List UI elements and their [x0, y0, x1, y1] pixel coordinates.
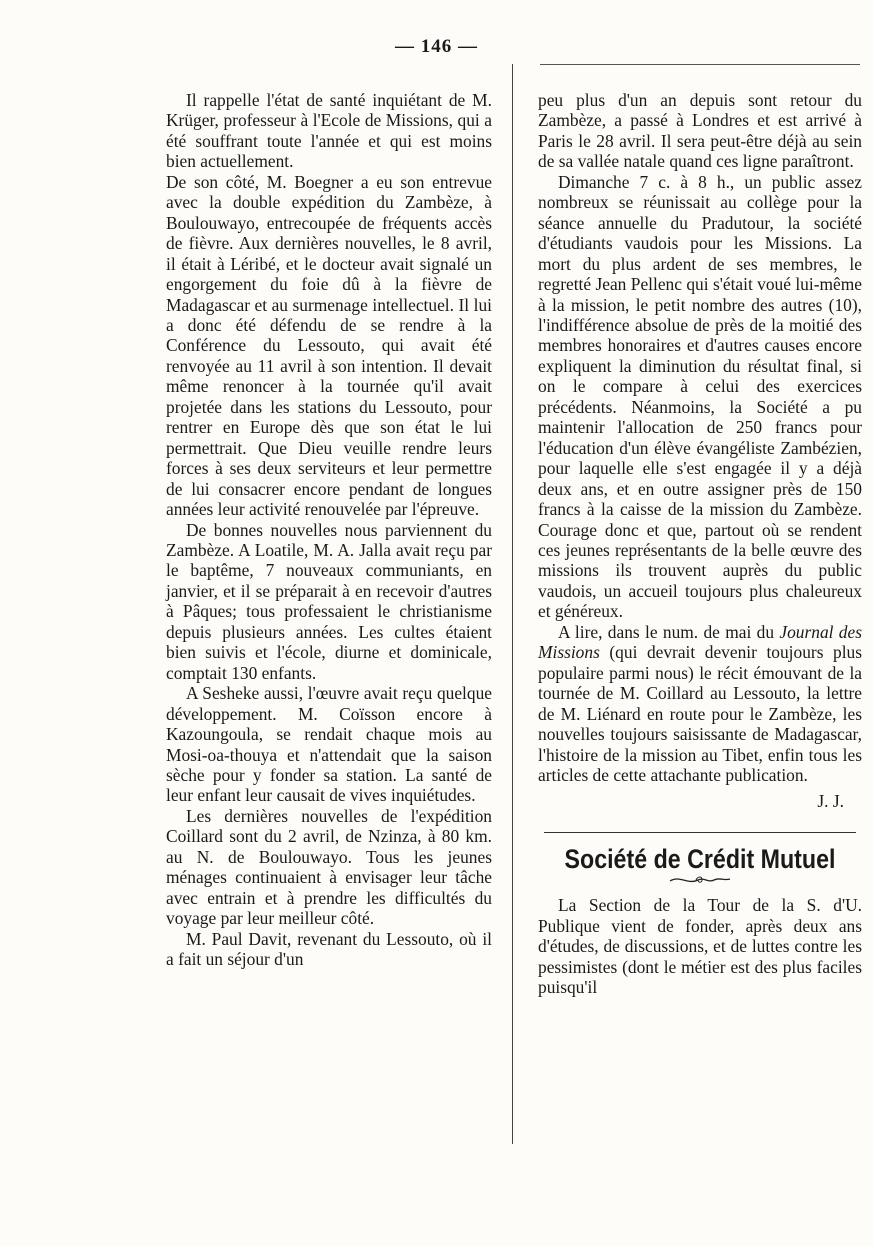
journal-title: Journal des Missions: [538, 621, 862, 663]
paragraph: peu plus d'un an depuis sont retour du Zambèze, a passé à Londres et est arrivé à Paris le 28 avril. Il sera peut-être déjà au sein de sa vallée natale quand ces ligne paraîtront.: [538, 90, 862, 172]
journal-text-after: (qui devrait devenir toujours plus populaire parmi nous) le récit émouvant de la tournée de M. Coillard au Lessouto, la lettre de M. Liénard en route pour le Zambèze, les nouvelles toujours saisissante de Madagascar, l'histoire de la mission au Tibet, enfin tous les articles de cette attachante publication.: [538, 642, 862, 785]
section-title: Société de Crédit Mutuel: [564, 843, 836, 874]
ornament-flourish-icon: [668, 873, 732, 887]
paragraph: De bonnes nouvelles nous parviennent du Zambèze. A Loatile, M. A. Jalla avait reçu par le baptême, 7 nouveaux communiants, en janvier, et il se préparait à en recevoir d'autres à Pâques; tous professaient le christianisme depuis plusieurs années. Les cultes étaient bien suivis et l'école, diurne et dominicale, comptait 130 enfants.: [166, 519, 492, 683]
paragraph: Les dernières nouvelles de l'expédition Coillard sont du 2 avril, de Nzinza, à 80 km. au N. de Boulouwayo. Tous les jeunes ménages continuaient à envisager leur tâche avec entrain et à prendre les difficultés du voyage par leur meilleur côté.: [166, 805, 492, 929]
header-rule: [540, 64, 860, 65]
paragraph: A Sesheke aussi, l'œuvre avait reçu quelque développement. M. Coïsson encore à Kazoungoula, se rendait chaque mois au Mosi-oa-thouya et n'attendait que la saison sèche pour y fonder sa station. La santé de leur enfant leur causait de vives inquiétudes.: [166, 683, 492, 806]
section-rule: [544, 832, 856, 833]
signature: J. J.: [817, 791, 844, 812]
paragraph: La Section de la Tour de la S. d'U. Publique vient de fonder, après deux ans d'études, de discussions, et de luttes contre les pessimistes (dont le métier est des plus faciles puisqu'il: [538, 895, 862, 998]
paragraph: De son côté, M. Boegner a eu son entrevue avec la double expédition du Zambèze, à Boulouwayo, entrecoupée de fréquents accès de fièvre. Aux dernières nouvelles, le 8 avril, il était à Léribé, et le docteur avait signalé un engorgement du foie dû à la fièvre de Madagascar et au surmenage intellectuel. Il lui a donc été défendu de se rendre à la Conférence du Lessouto, qui avait été renvoyée au 11 avril à son intention. Il devait même renoncer à la tournée qu'il avait projetée dans les stations du Lessouto, pour rentrer en Europe dès que son état le lui permettrait. Que Dieu veuille rendre leurs forces à ses deux serviteurs et leur permettre de lui consacrer encore pendant de longues années leur activité renouvelée par l'épreuve.: [166, 171, 492, 520]
page-number: — 146 —: [395, 36, 478, 57]
paragraph: M. Paul Davit, revenant du Lessouto, où il a fait un séjour d'un: [166, 928, 492, 970]
left-column: [166, 90, 492, 969]
paragraph-journal: [538, 622, 862, 786]
column-divider: [512, 64, 513, 1144]
paragraph: Il rappelle l'état de santé inquiétant de M. Krüger, professeur à l'Ecole de Missions, qui a été souffrant toute l'année et qui est moins bien actuellement.: [166, 90, 492, 172]
right-column: [538, 90, 862, 998]
journal-text-before: A lire, dans le num. de mai du: [558, 621, 780, 642]
paragraph: Dimanche 7 c. à 8 h., un public assez nombreux se réunissait au collège pour la séance annuelle du Pradutour, la société d'étudiants vaudois pour les Missions. La mort du plus ardent de ses membres, le regretté Jean Pellenc qui s'était voué lui-même à la mission, le petit nombre des autres (10), l'indifférence absolue de près de la moitié des membres honoraires et d'autres causes encore expliquent la diminution du résultat final, si on le compare à celui des exercices précédents. Néanmoins, la Société a pu maintenir l'allocation de 250 francs pour l'éducation d'un élève évangéliste Zambézien, pour laquelle elle s'est engagée il y a déjà deux ans, et en outre assigner près de 150 francs à la caisse de la mission du Zambèze. Courage donc et que, partout où se rendent ces jeunes représentants de la belle œuvre des missions ils trouvent auprès du public vaudois, un accueil toujours plus chaleureux et généreux.: [538, 171, 862, 622]
